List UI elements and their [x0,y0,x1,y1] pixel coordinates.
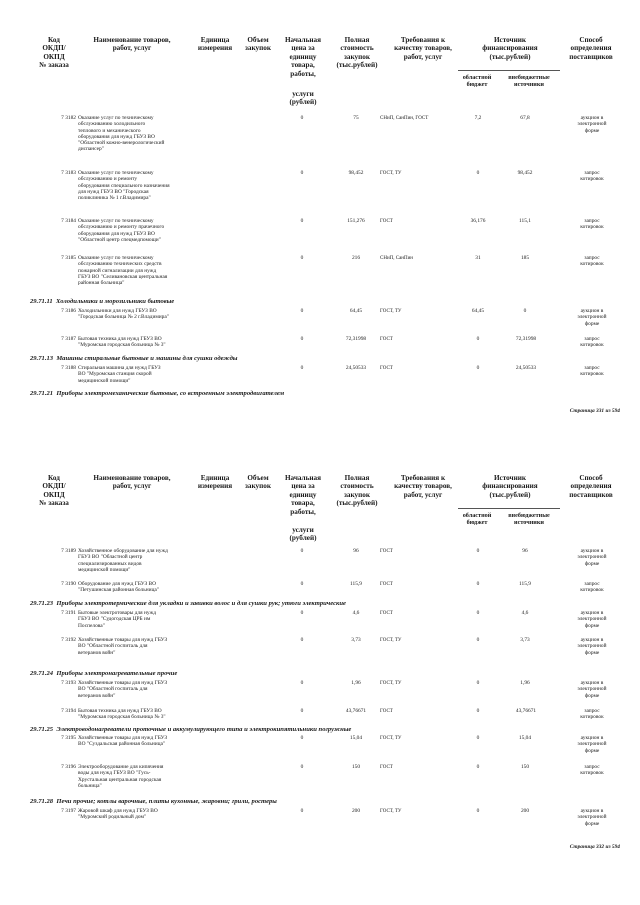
section-header: 29.71.11 Холодильники и морозильники бытовые [30,298,175,305]
page-footer: Страница 332 из 594 [569,844,620,850]
header-volume: Объем закупок [245,474,271,491]
header-source: Источник финансирования (тыс.рублей) [482,36,538,61]
header-method: Способ определения поставщиков [569,474,613,499]
header-unit: Единица измерения [197,36,233,53]
section-header: 29.71.13 Машины стиральные бытовые и машины для сушки одежды [30,355,238,362]
header-name: Наименование товаров, работ, услуг [93,36,171,53]
header-requirements: Требования к качеству товаров, работ, услуг [394,36,452,61]
header-requirements: Требования к качеству товаров, работ, услуг [394,474,452,499]
section-header: 29.71.28 Печи прочие; котлы варочные, плиты кухонные, жаровни; грили, ростеры [30,798,277,805]
page-footer: Страница 331 из 594 [569,408,620,414]
header-init-price: Начальная цена за единицу товара, работы, [284,36,322,78]
header-source-extrabudget: внебюджетные источники [508,512,550,527]
header-init-price: Начальная цена за единицу товара, работы, [284,474,322,516]
header-total: Полная стоимость закупок (тыс.рублей) [336,474,378,508]
section-header: 29.71.25 Электроводонагреватели проточные и аккумулирующего типа и электрокипятильники погружные [30,726,352,733]
section-header: 29.71.21 Приборы электромеханические бытовые, со встроенным электродвигателем [30,390,285,397]
document-page-331: Код ОКДП/ ОКПД № заказа Наименование товаров, работ, услуг Единица измерения Объем закупок Начальная цена за единицу товара, работы, услуги (рублей) Полная стоимость закупок (тыс.рублей) Требования к качеству товаров, работ, услуг Источник финансирования (тыс.рублей) областной бюджет внебюджетные источники Способ определения поставщиков 7 3182 Оказание услуг по техническому обслуживанию холодильного теплового и механического оборудования для нужд ГБУЗ ВО "Областной кожно-венерологический диспансер" 0 75 СНиП, СанПин, ГОСТ 7,2 67,8 аукцион в электронной форме 7 3183 Оказание услуг по техническому обслуживанию и ремонту оборудования специального назначения для нужд ГБУЗ ВО "Городская поликлиника № 1 г.Владимира" 0 98,452 ГОСТ, ТУ 0 98,452 запрос котировок 7 3184 Оказание услуг по техническому обслуживанию и ремонту прачечного оборудования для нужд ГБУЗ ВО "Областной центр спецмедпомощи" 0 151,276 ГОСТ 36,176 115,1 запрос котировок 7 3185 Оказание услуг по техническому обслуживанию технических средств пожарной сигнализации для нужд ГБУЗ ВО "Селивановская центральная районная больница" 0 216 СНиП, СанПин 31 185 запрос котировок 29.71.11 Холодильники и морозильники бытовые 7 3186 Холодильники для нужд ГБУЗ ВО "Городская больница № 2 г.Владимира" 0 64,45 ГОСТ, ТУ 64,45 0 аукцион в электронной форме 7 3187 Бытовая техника для нужд ГБУЗ ВО "Муромская городская больница № 3" 0 72,31998 ГОСТ 0 72,31998 запрос котировок 29.71.13 Машины стиральные бытовые и машины для сушки одежды 7 3188 Стиральная машина для нужд ГБУЗ ВО "Муромская станция скорой медицинской помощи" 0 24,50533 ГОСТ 0 24,50533 запрос котировок 29.71.21 Приборы электромеханические бытовые, со встроенным электродвигателем Страница 331 из 594 [30,36,620,414]
section-header: 29.71.23 Приборы электротермические для укладки и завивки волос и для сушки рук; утюги электрические [30,600,346,607]
header-source-regional: областной бюджет [462,512,492,527]
document-page-332: Код ОКДП/ ОКПД № заказа Наименование товаров, работ, услуг Единица измерения Объем закупок Начальная цена за единицу товара, работы, услуги (рублей) Полная стоимость закупок (тыс.рублей) Требования к качеству товаров, работ, услуг Источник финансирования (тыс.рублей) областной бюджет внебюджетные источники Способ определения поставщиков 7 3189 Хозяйственное оборудование для нужд ГБУЗ ВО "Областной центр специализированных видов медицинской помощи" 0 96 ГОСТ 0 96 аукцион в электронной форме 7 3190 Оборудование для нужд ГБУЗ ВО "Петушинская районная больница" 0 115,9 ГОСТ 0 115,9 запрос котировок 29.71.23 Приборы электротермические для укладки и завивки волос и для сушки рук; утюги электрические 7 3191 Бытовые электротовары для нужд ГБУЗ ВО "Судогодская ЦРБ им Поспелова" 0 4,6 ГОСТ 0 4,6 аукцион в электронной форме 7 3192 Хозяйственные товары для нужд ГБУЗ ВО "Областной госпиталь для ветеранов войн" 0 3,73 ГОСТ, ТУ 0 3,73 аукцион в электронной форме 29.71.24 Приборы электронагревательные прочие 7 3193 Хозяйственные товары для нужд ГБУЗ ВО "Областной госпиталь для ветеранов войн" 0 1,96 ГОСТ, ТУ 0 1,96 аукцион в электронной форме 7 3194 Бытовая техника для нужд ГБУЗ ВО "Муромская городская больница № 3" 0 43,76671 ГОСТ 0 43,76671 запрос котировок 29.71.25 Электроводонагреватели проточные и аккумулирующего типа и электрокипятильники погружные 7 3195 Хозяйственные товары для нужд ГБУЗ ВО "Суздальская районная больница" 0 15,04 ГОСТ, ТУ 0 15,04 аукцион в электронной форме 7 3196 Электрооборудование для кипячения воды для нужд ГБУЗ ВО "Гусь- Хрустальная центральная городская больница" 0 150 ГОСТ 0 150 запрос котировок 29.71.28 Печи прочие; котлы варочные, плиты кухонные, жаровни; грили, ростеры 7 3197 Жаровой шкаф для нужд ГБУЗ ВО "Муромский родильный дом" 0 200 ГОСТ, ТУ 0 200 аукцион в электронной форме Страница 332 из 594 [30,474,620,850]
header-code: Код ОКДП/ ОКПД № заказа [39,36,69,70]
header-volume: Объем закупок [245,36,271,53]
section-header: 29.71.24 Приборы электронагревательные прочие [30,670,178,677]
header-name: Наименование товаров, работ, услуг [93,474,171,491]
header-init-price-unit: услуги (рублей) [289,90,317,107]
header-source-extrabudget: внебюджетные источники [508,74,550,89]
header-total: Полная стоимость закупок (тыс.рублей) [336,36,378,70]
header-init-price-unit: услуги (рублей) [289,526,317,543]
header-source-regional: областной бюджет [462,74,492,89]
header-source: Источник финансирования (тыс.рублей) [482,474,538,499]
header-method: Способ определения поставщиков [569,36,613,61]
header-unit: Единица измерения [197,474,233,491]
header-code: Код ОКДП/ ОКПД № заказа [39,474,69,508]
